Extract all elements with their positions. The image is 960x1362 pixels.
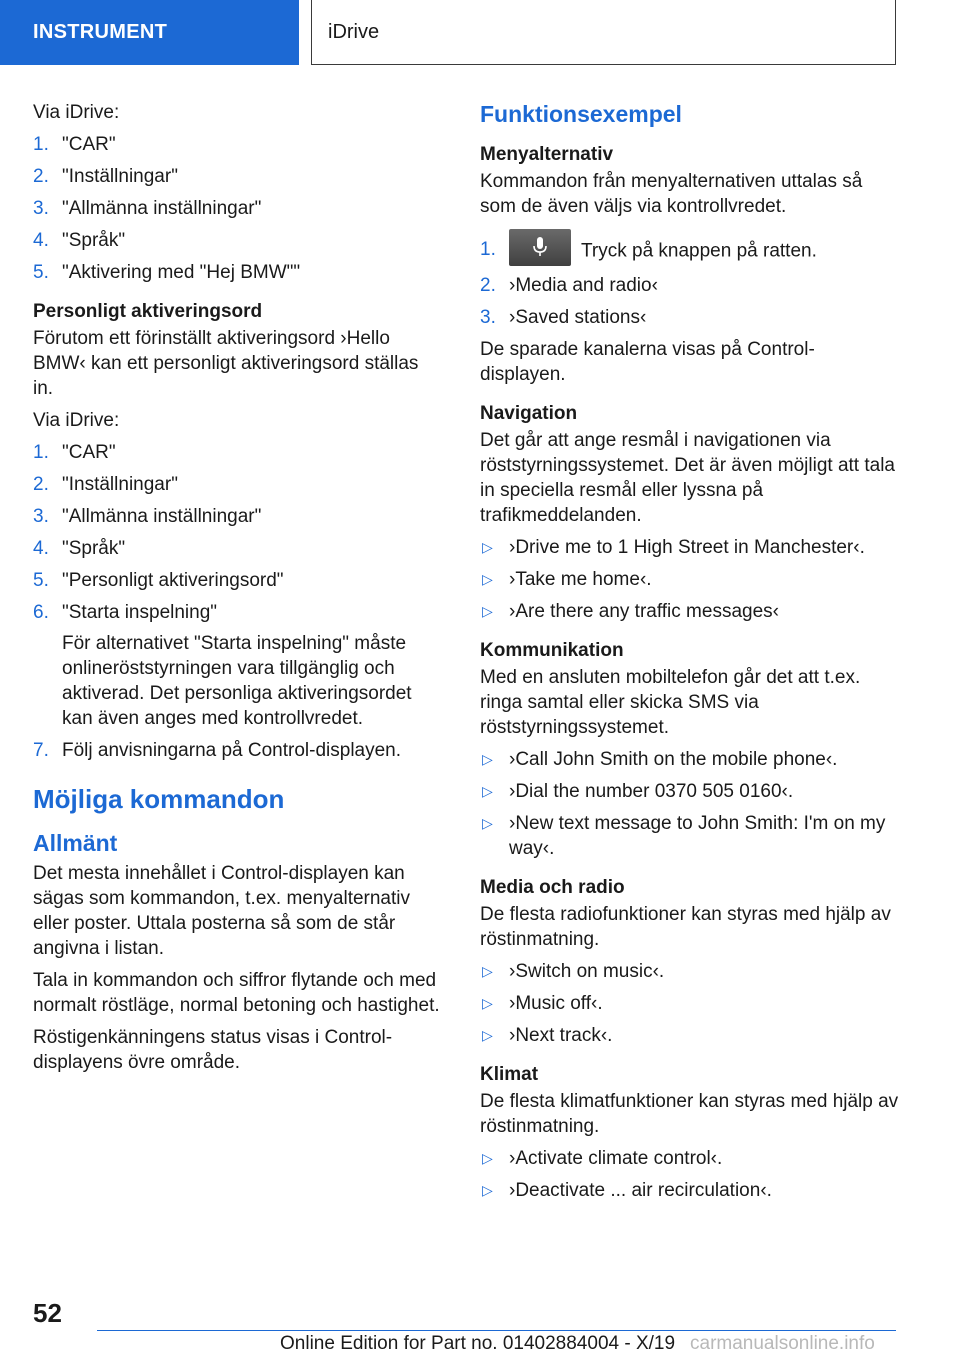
list-item: ▷ ›Take me home‹.	[482, 569, 652, 590]
via-idrive-label: Via iDrive:	[33, 102, 120, 123]
left-column	[33, 100, 443, 1082]
list-item: 4. "Språk"	[33, 538, 126, 559]
list-item: ▷ ›Switch on music‹.	[482, 961, 665, 982]
navigation-heading: Navigation	[480, 403, 578, 424]
list-item: 5. "Aktivering med "Hej BMW""	[33, 262, 301, 283]
general-paragraph: Tala in kommandon och siffror flytande och med normalt röstläge, normal betoning och hastighet.	[33, 970, 440, 1016]
climate-commands	[480, 1146, 900, 1203]
personal-word-heading: Personligt aktiveringsord	[33, 301, 263, 322]
via-idrive-label: Via iDrive:	[33, 410, 120, 431]
triangle-right-icon: ▷	[482, 995, 493, 1011]
triangle-right-icon: ▷	[482, 1182, 493, 1198]
examples-heading: Funktionsexempel	[480, 101, 682, 127]
page-number: 52	[33, 1298, 62, 1328]
menu-result: De sparade kanalerna visas på Control-displayen.	[480, 339, 815, 385]
menu-text: Kommandon från menyalternativen uttalas så som de även väljs via kontrollvredet.	[480, 171, 863, 217]
list-item: 2. "Inställningar"	[33, 474, 178, 495]
list-item: ▷ ›Drive me to 1 High Street in Manchester‹.	[482, 537, 865, 558]
list-item: ▷ ›Deactivate ... air recirculation‹.	[482, 1180, 772, 1201]
section-title: INSTRUMENT	[33, 21, 168, 43]
general-paragraph: Röstigenkänningens status visas i Control-displayens övre område.	[33, 1027, 393, 1073]
menu-heading: Menyalternativ	[480, 144, 614, 165]
list-item: ▷ ›New text message to John Smith: I'm on my way‹.	[482, 813, 886, 859]
menu-steps	[480, 237, 900, 330]
commands-heading: Möjliga kommandon	[33, 784, 285, 814]
triangle-right-icon: ▷	[482, 1027, 493, 1043]
media-text: De flesta radiofunktioner kan styras med hjälp av röstinmatning.	[480, 904, 891, 950]
watermark: carmanualsonline.info	[690, 1333, 875, 1354]
list-item: 6. "Starta inspelning" För alternativet "Starta inspelning" måste onlineröststyrningen vara tillgänglig och aktiverad. Det personliga aktiveringsordet kan även anges med kontrollvredet.	[33, 600, 443, 731]
chapter-title: iDrive	[328, 20, 380, 43]
triangle-right-icon: ▷	[482, 783, 493, 799]
section-tab	[0, 0, 299, 65]
media-heading: Media och radio	[480, 877, 625, 898]
communication-commands	[480, 747, 900, 861]
list-item: 2. "Inställningar"	[33, 166, 178, 187]
triangle-right-icon: ▷	[482, 571, 493, 587]
list-item: ▷ ›Activate climate control‹.	[482, 1148, 723, 1169]
general-heading: Allmänt	[33, 830, 118, 856]
triangle-right-icon: ▷	[482, 815, 493, 831]
list-item: 3. ›Saved stations‹	[480, 307, 647, 328]
chapter-tab	[311, 0, 896, 65]
list-item: 1. "CAR"	[33, 442, 116, 463]
climate-text: De flesta klimatfunktioner kan styras med hjälp av röstinmatning.	[480, 1091, 899, 1137]
microphone-icon	[509, 229, 571, 266]
list-item: 2. ›Media and radio‹	[480, 275, 658, 296]
list-item: ▷ ›Are there any traffic messages‹	[482, 601, 779, 622]
list-item: 1. "CAR"	[33, 134, 116, 155]
media-commands	[480, 959, 900, 1048]
list-item: ▷ ›Next track‹.	[482, 1025, 613, 1046]
list-item: 5. "Personligt aktiveringsord"	[33, 570, 284, 591]
communication-heading: Kommunikation	[480, 640, 624, 661]
triangle-right-icon: ▷	[482, 1150, 493, 1166]
triangle-right-icon: ▷	[482, 603, 493, 619]
language-steps	[33, 132, 443, 285]
list-item: 3. "Allmänna inställningar"	[33, 198, 262, 219]
right-column	[480, 100, 900, 1211]
triangle-right-icon: ▷	[482, 539, 493, 555]
personal-word-text: Förutom ett förinställt aktiveringsord ›Hello BMW‹ kan ett personligt aktiveringsord ställas in.	[33, 328, 419, 399]
communication-text: Med en ansluten mobiltelefon går det att t.ex. ringa samtal eller skicka SMS via röststyrningssystemet.	[480, 667, 861, 738]
triangle-right-icon: ▷	[482, 963, 493, 979]
general-paragraph: Det mesta innehållet i Control-displayen kan sägas som kommandon, t.ex. menyalternativ eller poster. Uttala posterna så som de står angivna i listan.	[33, 863, 411, 959]
list-item: ▷ ›Call John Smith on the mobile phone‹.	[482, 749, 838, 770]
list-item: 7. Följ anvisningarna på Control-displayen.	[33, 740, 402, 761]
step-note: För alternativet "Starta inspelning" måste onlineröststyrningen vara tillgänglig och aktiverad. Det personliga aktiveringsordet kan även anges med kontrollvredet.	[62, 633, 412, 729]
list-item: ▷ ›Music off‹.	[482, 993, 603, 1014]
footer-divider	[97, 1330, 896, 1331]
personal-word-steps	[33, 440, 443, 763]
navigation-commands	[480, 535, 900, 624]
list-item: ▷ ›Dial the number 0370 505 0160‹.	[482, 781, 794, 802]
list-item: 1. Tryck på knappen på ratten.	[480, 237, 900, 266]
list-item: 4. "Språk"	[33, 230, 126, 251]
list-item: 3. "Allmänna inställningar"	[33, 506, 262, 527]
navigation-text: Det går att ange resmål i navigationen via röststyrningssystemet. Det är även möjligt att tala in speciella resmål eller lyssna på trafikmeddelanden.	[480, 430, 895, 526]
climate-heading: Klimat	[480, 1064, 539, 1085]
triangle-right-icon: ▷	[482, 751, 493, 767]
edition-footer: Online Edition for Part no. 01402884004 - X/19	[280, 1333, 676, 1354]
